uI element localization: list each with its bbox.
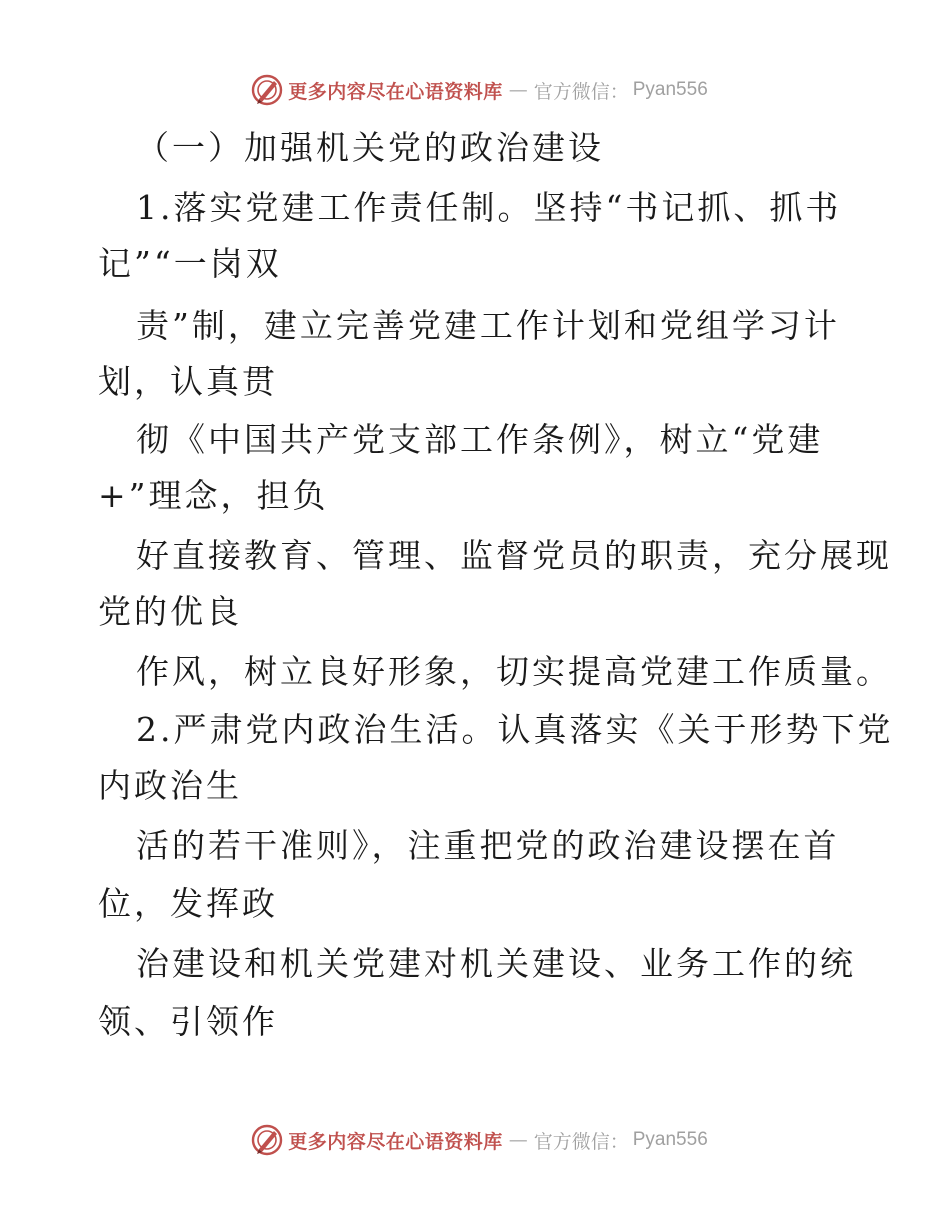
section-heading: （一）加强机关党的政治建设: [136, 128, 604, 167]
footer-wechat-label: 官方微信：: [533, 1130, 629, 1153]
paragraph-line: 位，发挥政: [98, 884, 278, 923]
pen-logo-icon: [250, 1123, 284, 1157]
paragraph-line: 1.落实党建工作责任制。坚持“书记抓、抓书: [136, 188, 842, 227]
paragraph-line: 领、引领作: [98, 1002, 278, 1041]
header-separator: —: [508, 79, 528, 101]
header-site-text: 更多内容尽在心语资料库: [288, 80, 503, 103]
pen-logo-icon: [250, 73, 284, 107]
header-banner: [0, 70, 950, 110]
footer-site-text: 更多内容尽在心语资料库: [288, 1130, 503, 1153]
paragraph-line: 划，认真贯: [98, 362, 278, 401]
paragraph-line: 2.严肃党内政治生活。认真落实《关于形势下党: [136, 710, 894, 749]
footer-separator: —: [508, 1129, 528, 1151]
paragraph-line: 治建设和机关党建对机关建设、业务工作的统: [136, 944, 856, 983]
paragraph-line: 记”“一岗双: [98, 244, 282, 283]
header-wechat-label: 官方微信：: [533, 80, 629, 103]
paragraph-line: 内政治生: [98, 766, 242, 805]
footer-wechat-id: Pyan556: [632, 1129, 708, 1150]
paragraph-line: 作风，树立良好形象，切实提高党建工作质量。: [136, 652, 892, 691]
paragraph-line: 好直接教育、管理、监督党员的职责，充分展现: [136, 536, 892, 575]
paragraph-line: 责”制，建立完善党建工作计划和党组学习计: [136, 306, 840, 345]
paragraph-line: 彻《中国共产党支部工作条例》，树立“党建: [136, 420, 824, 459]
paragraph-line: 党的优良: [98, 592, 242, 631]
paragraph-line: 活的若干准则》，注重把党的政治建设摆在首: [136, 826, 840, 865]
paragraph-line: +”理念，担负: [98, 476, 329, 515]
footer-banner-inner: [250, 1123, 708, 1157]
header-banner-inner: [250, 73, 708, 107]
header-wechat-id: Pyan556: [632, 79, 708, 100]
footer-banner: [0, 1120, 950, 1160]
